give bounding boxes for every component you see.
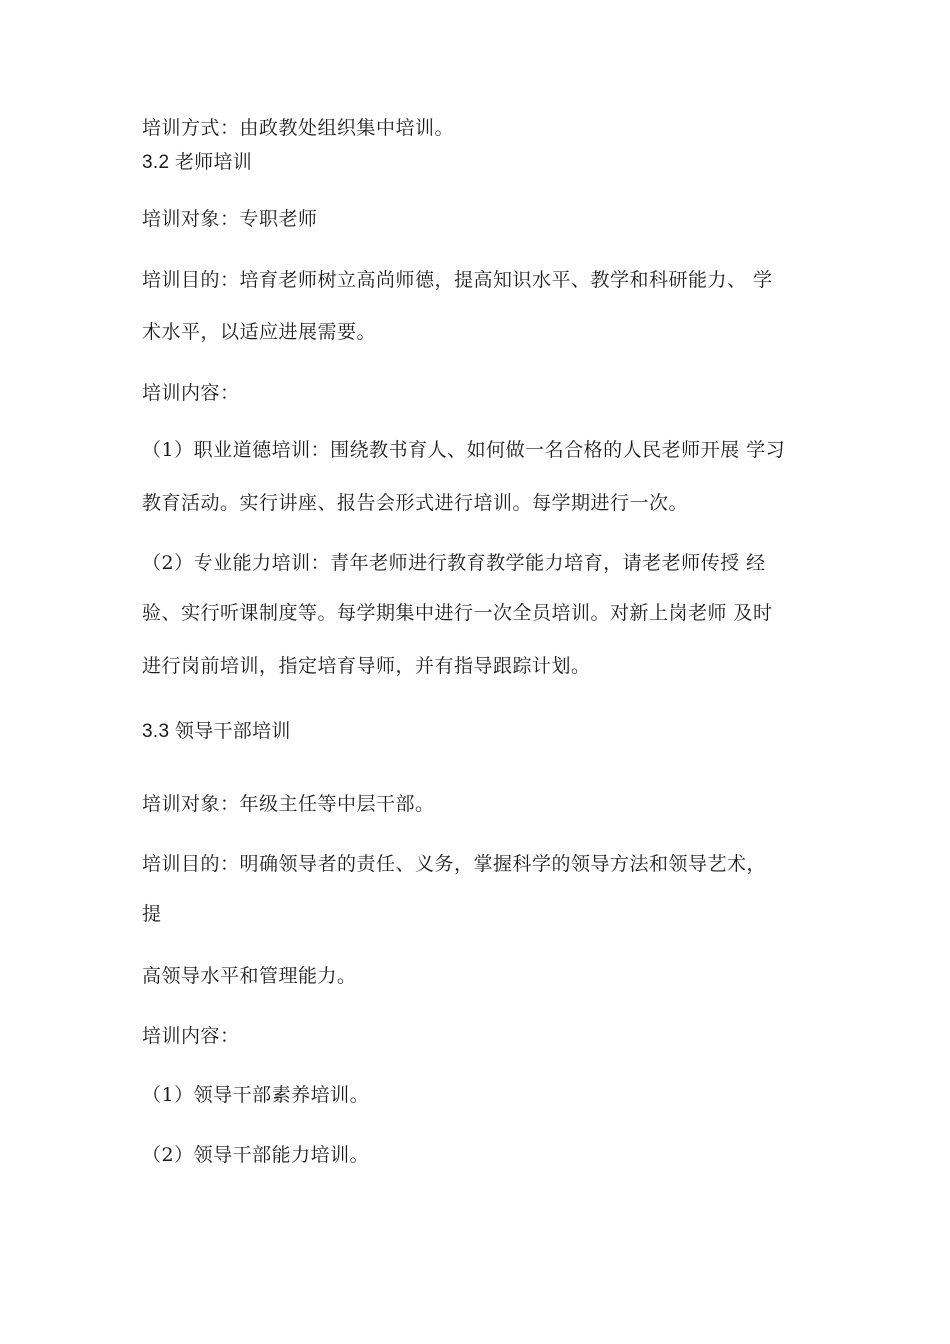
professional-training-line-2: 验、实行听课制度等。每学期集中进行一次全员培训。对新上岗老师 及时 <box>142 602 773 624</box>
training-method-text: 培训方式：由政教处组织集中培训。 <box>142 117 455 139</box>
teacher-training-purpose-line-2: 术水平，以适应进展需要。 <box>142 321 377 343</box>
leader-training-purpose-line-2: 提 <box>142 903 162 925</box>
leader-training-content-label: 培训内容： <box>142 1025 240 1047</box>
leader-training-target: 培训对象：年级主任等中层干部。 <box>142 793 435 815</box>
leader-training-purpose-line-3: 高领导水平和管理能力。 <box>142 965 357 987</box>
section-heading-3-2: 3.2 老师培训 <box>142 152 253 173</box>
leader-ability-training: （2）领导干部能力培训。 <box>142 1144 370 1166</box>
teacher-training-purpose-line-1: 培训目的：培育老师树立高尚师德，提高知识水平、教学和科研能力、 学 <box>142 269 773 291</box>
section-heading-3-3: 3.3 领导干部培训 <box>142 721 291 742</box>
professional-training-line-1: （2）专业能力培训：青年老师进行教育教学能力培育，请老老师传授 经 <box>142 552 766 574</box>
teacher-training-content-label: 培训内容： <box>142 382 240 404</box>
professional-training-line-3: 进行岗前培训，指定培育导师，并有指导跟踪计划。 <box>142 655 591 677</box>
ethics-training-line-2: 教育活动。实行讲座、报告会形式进行培训。每学期进行一次。 <box>142 492 689 514</box>
leader-training-purpose-line-1: 培训目的：明确领导者的责任、义务，掌握科学的领导方法和领导艺术， <box>142 853 767 875</box>
teacher-training-target: 培训对象：专职老师 <box>142 208 318 230</box>
leader-quality-training: （1）领导干部素养培训。 <box>142 1084 370 1106</box>
ethics-training-line-1: （1）职业道德培训：围绕教书育人、如何做一名合格的人民老师开展 学习 <box>142 439 786 461</box>
